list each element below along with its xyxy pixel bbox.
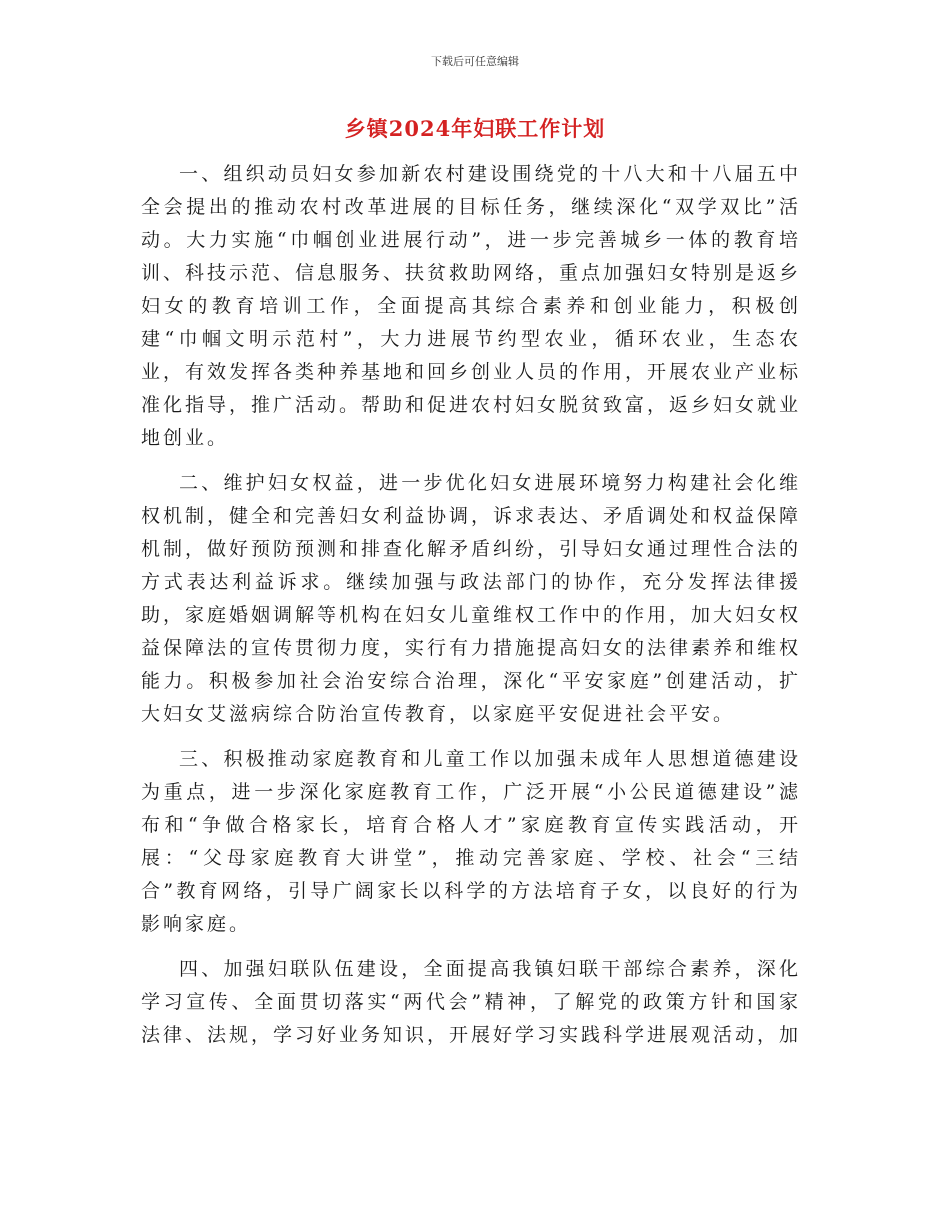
header-note: 下载后可任意编辑 — [431, 55, 519, 68]
paragraph-2: 二、维护妇女权益，进一步优化妇女进展环境努力构建社会化维权机制，健全和完善妇女利益协调，诉求表达、矛盾调处和权益保障机制，做好预防预测和排查化解矛盾纠纷，引导妇女通过理性合法的方式表达利益诉求。继续加强与政法部门的协作，充分发挥法律援助，家庭婚姻调解等机构在妇女儿童维权工作中的作用，加大妇女权益保障法的宣传贯彻力度，实行有力措施提高妇女的法律素养和维权能力。积极参加社会治安综合治理，深化“平安家庭”创建活动，扩大妇女艾滋病综合防治宣传教育，以家庭平安促进社会平安。 — [141, 472, 802, 725]
paragraph-4: 四、加强妇联队伍建设，全面提高我镇妇联干部综合素养，深化学习宣传、全面贯切落实“两代会”精神，了解党的政策方针和国家法律、法规，学习好业务知识，开展好学习实践科学进展观活动，加 — [141, 958, 802, 1046]
page-title: 乡镇2024年妇联工作计划 — [344, 116, 606, 141]
paragraph-3: 三、积极推动家庭教育和儿童工作以加强未成年人思想道德建设为重点，进一步深化家庭教育工作，广泛开展“小公民道德建设”滤布和“争做合格家长，培育合格人才”家庭教育宣传实践活动，开展：“父母家庭教育大讲堂”，推动完善家庭、学校、社会“三结合”教育网络，引导广阔家长以科学的方法培育子女，以良好的行为影响家庭。 — [141, 748, 801, 935]
document-body — [141, 158, 801, 1064]
paragraph-1: 一、组织动员妇女参加新农村建设围绕党的十八大和十八届五中全会提出的推动农村改革进展的目标任务，继续深化“双学双比”活动。大力实施“巾帼创业进展行动”，进一步完善城乡一体的教育培训、科技示范、信息服务、扶贫救助网络，重点加强妇女特别是返乡妇女的教育培训工作，全面提高其综合素养和创业能力，积极创建“巾帼文明示范村”，大力进展节约型农业，循环农业，生态农业，有效发挥各类种养基地和回乡创业人员的作用，开展农业产业标准化指导，推广活动。帮助和促进农村妇女脱贫致富，返乡妇女就业地创业。 — [141, 163, 802, 449]
